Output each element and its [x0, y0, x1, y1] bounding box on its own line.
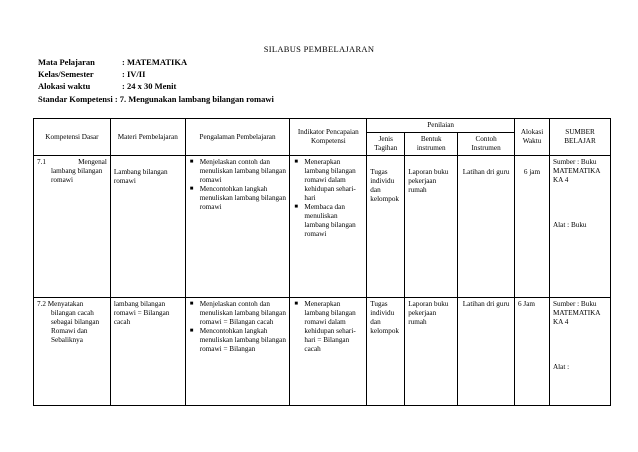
- meta-value: : IV/II: [122, 69, 146, 79]
- cell-pengalaman: [185, 298, 290, 406]
- sumber-source: Sumber : Buku MATEMATIKA KA 4: [552, 158, 601, 184]
- cell-materi: Lambang bilangan romawi: [110, 156, 185, 298]
- meta-subject: [38, 57, 187, 67]
- cell-kompetensi: [34, 156, 111, 298]
- meta-key: Mata Pelajaran: [38, 57, 95, 67]
- indikator-item: ■ Membaca dan menuliskan lambang bilangan romawi: [304, 203, 363, 239]
- header-sumber: SUMBER BELAJAR: [549, 119, 610, 156]
- header-penilaian: Penilaian: [367, 119, 515, 133]
- indikator-item: ■ Menerapkan lambang bilangan romawi dalam kehidupan sehari-hari: [304, 158, 363, 203]
- cell-sumber: [549, 156, 610, 298]
- meta-standard: Standar Kompetensi : 7. Mengunakan lambang bilangan romawi: [38, 94, 274, 104]
- meta-key: Kelas/Semester: [38, 69, 94, 79]
- cell-alokasi: 6 jam: [515, 156, 550, 298]
- table-row: [34, 298, 611, 406]
- kompetensi-text: lambang bilangan romawi: [51, 167, 103, 184]
- header-pengalaman: Pengalaman Pembelajaran: [185, 119, 290, 156]
- meta-value: : 24 x 30 Menit: [122, 81, 177, 91]
- header-materi: Materi Pembelajaran: [110, 119, 185, 156]
- cell-bentuk: Laporan buku pekerjaan rumah: [405, 156, 458, 298]
- header-contoh: Contoh Instrumen: [458, 133, 515, 156]
- header-alokasi: Alokasi Waktu: [515, 119, 550, 156]
- header-indikator: Indikator Pencapaian Kompetensi: [290, 119, 367, 156]
- header-jenis: Jenis Tagihan: [367, 133, 405, 156]
- cell-pengalaman: [185, 156, 290, 298]
- kompetensi-number: 7.2: [37, 300, 46, 308]
- syllabus-table: [33, 118, 611, 406]
- cell-alokasi: 6 Jam: [515, 298, 550, 406]
- cell-contoh: Latihan dri guru: [458, 156, 515, 298]
- cell-kompetensi: [34, 298, 111, 406]
- pengalaman-item: ■ Menjelaskan contoh dan menuliskan lambang bilangan romawi = Bilangan cacah: [200, 300, 287, 327]
- header-row: [34, 119, 611, 133]
- cell-bentuk: Laporan buku pekerjaan rumah: [405, 298, 458, 406]
- pengalaman-item: ■ Menjelaskan contoh dan menuliskan lambang bilangan romawi: [200, 158, 287, 185]
- cell-jenis: Tugas individu dan kelompok: [367, 156, 405, 298]
- meta-class: [38, 69, 145, 79]
- kompetensi-first-word: Mengenal: [78, 158, 107, 166]
- sumber-tool: Alat :: [552, 363, 570, 371]
- indikator-item: ■ Menerapkan lambang bilangan romawi dalam kehidupan sehari-hari = Bilangan cacah: [304, 300, 363, 354]
- meta-value: : MATEMATIKA: [122, 57, 188, 67]
- cell-jenis: Tugas individu dan kelompok: [367, 298, 405, 406]
- cell-materi: lambang bilangan romawi = Bilangan cacah: [110, 298, 185, 406]
- meta-key: Alokasi waktu: [38, 81, 91, 91]
- kompetensi-text: bilangan cacah sebagai bilangan Romawi dan Sebaliknya: [51, 309, 100, 344]
- sumber-source: Sumber : Buku MATEMATIKA KA 4: [552, 300, 601, 326]
- meta-time: [38, 81, 176, 91]
- pengalaman-item: ■ Mencontohkan langkah menuliskan lambang bilangan romawi: [200, 185, 287, 212]
- table-row: [34, 156, 611, 298]
- pengalaman-item: ■ Mencontohkan langkah menuliskan lambang bilangan romawi = Bilangan: [200, 327, 287, 354]
- kompetensi-number: 7.1: [37, 158, 46, 166]
- document-title: SILABUS PEMBELAJARAN: [263, 44, 375, 54]
- header-bentuk: Bentuk instrumen: [405, 133, 458, 156]
- cell-indikator: [290, 298, 367, 406]
- kompetensi-first-word: Menyatakan: [47, 300, 84, 308]
- cell-indikator: [290, 156, 367, 298]
- cell-sumber: [549, 298, 610, 406]
- cell-contoh: Latihan dri guru: [458, 298, 515, 406]
- sumber-tool: Alat : Buku: [552, 221, 587, 229]
- header-kompetensi: Kompetensi Dasar: [34, 119, 111, 156]
